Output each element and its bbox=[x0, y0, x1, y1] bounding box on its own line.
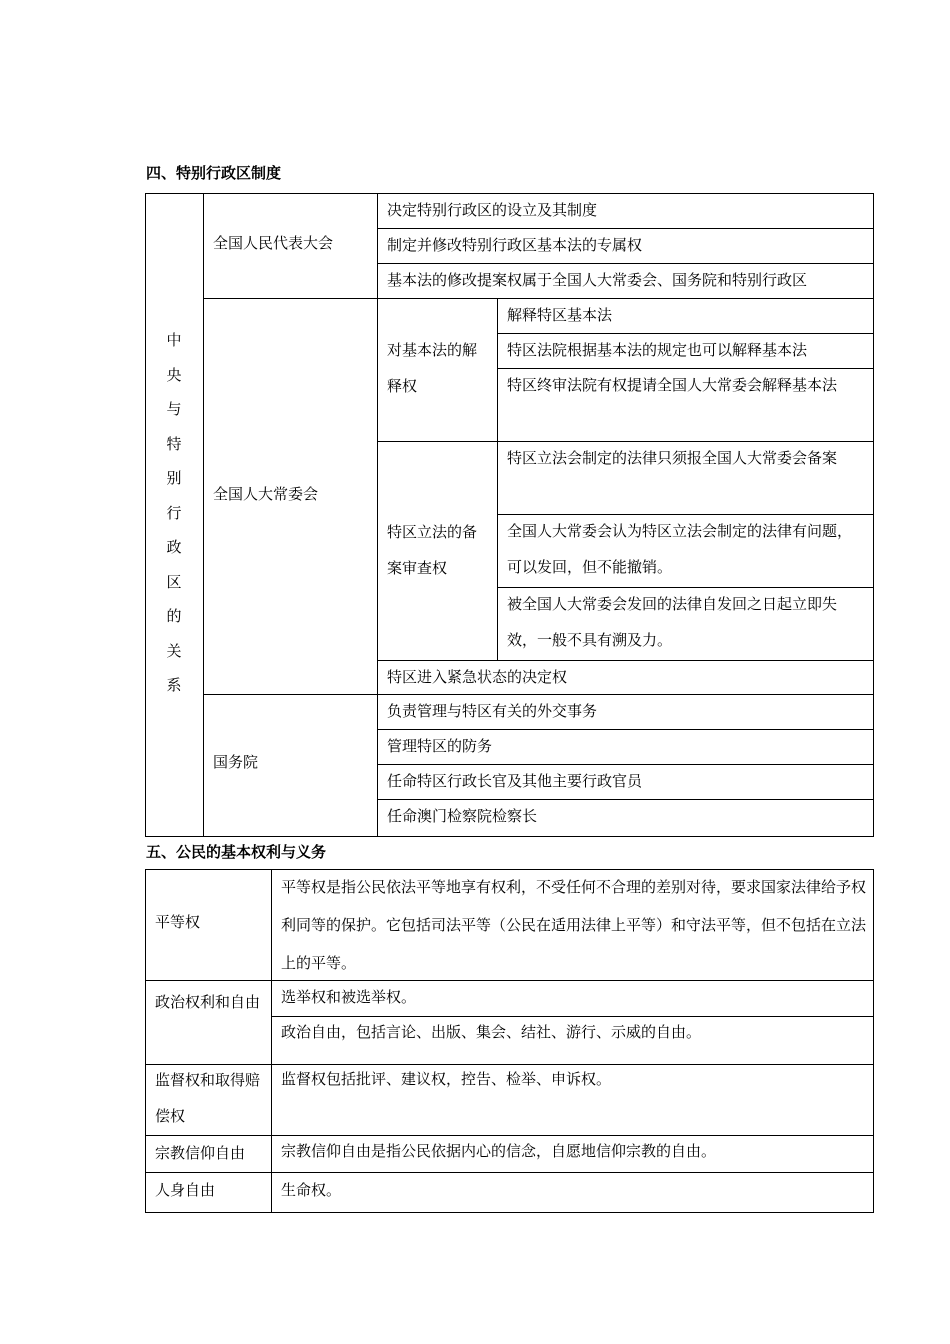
filing-item: 特区立法会制定的法律只须报全国人大常委会备案 bbox=[507, 449, 838, 467]
rights-row-label: 宗教信仰自由 bbox=[155, 1144, 246, 1162]
interp-item: 解释特区基本法 bbox=[507, 306, 613, 324]
npc-item: 制定并修改特别行政区基本法的专属权 bbox=[387, 236, 643, 254]
npc-item: 基本法的修改提案权属于全国人大常委会、国务院和特别行政区 bbox=[387, 271, 808, 289]
rights-row-text: 宗教信仰自由是指公民依据内心的信念，自愿地信仰宗教的自由。 bbox=[281, 1142, 717, 1160]
rights-row-text: 平等权是指公民依法平等地享有权利，不受任何不合理的差别对待，要求国家法律给予权利同等的保护。它包括司法平等（公民在适用法律上平等）和守法平等，但不包括在立法上的平等。 bbox=[281, 878, 867, 972]
emergency-item: 特区进入紧急状态的决定权 bbox=[387, 668, 568, 686]
section5-title: 五、公民的基本权利与义务 bbox=[146, 843, 327, 861]
state-council-item: 管理特区的防务 bbox=[387, 737, 493, 755]
filing-label: 特区立法的备案审查权 bbox=[387, 523, 478, 577]
rights-row-text: 监督权包括批评、建议权，控告、检举、申诉权。 bbox=[281, 1070, 612, 1088]
npcsc-label: 全国人大常委会 bbox=[213, 485, 319, 503]
state-council-item: 负责管理与特区有关的外交事务 bbox=[387, 702, 598, 720]
interp-label: 对基本法的解释权 bbox=[387, 341, 478, 395]
rights-row-text: 政治自由，包括言论、出版、集会、结社、游行、示威的自由。 bbox=[281, 1023, 702, 1041]
filing-item: 全国人大常委会认为特区立法会制定的法律有问题，可以发回，但不能撤销。 bbox=[507, 522, 853, 576]
rights-row-label: 监督权和取得赔偿权 bbox=[155, 1071, 261, 1125]
rights-row-label: 政治权利和自由 bbox=[155, 993, 261, 1011]
npc-item: 决定特别行政区的设立及其制度 bbox=[387, 201, 598, 219]
state-council-item: 任命澳门检察院检察长 bbox=[387, 807, 538, 825]
filing-item: 被全国人大常委会发回的法律自发回之日起立即失效，一般不具有溯及力。 bbox=[507, 595, 838, 649]
state-council-item: 任命特区行政长官及其他主要行政官员 bbox=[387, 772, 643, 790]
rights-row-label: 平等权 bbox=[155, 913, 201, 931]
npc-label: 全国人民代表大会 bbox=[213, 234, 334, 252]
central-relation-label: 中 央 与 特 别 行 政 区 的 关 系 bbox=[166, 331, 182, 694]
section4-title: 四、特别行政区制度 bbox=[146, 164, 282, 182]
interp-item: 特区法院根据基本法的规定也可以解释基本法 bbox=[507, 341, 808, 359]
interp-item: 特区终审法院有权提请全国人大常委会解释基本法 bbox=[507, 376, 838, 394]
rights-row-text: 生命权。 bbox=[281, 1181, 342, 1199]
state-council-label: 国务院 bbox=[213, 753, 259, 771]
rights-row-label: 人身自由 bbox=[155, 1181, 216, 1199]
rights-row-text: 选举权和被选举权。 bbox=[281, 988, 417, 1006]
